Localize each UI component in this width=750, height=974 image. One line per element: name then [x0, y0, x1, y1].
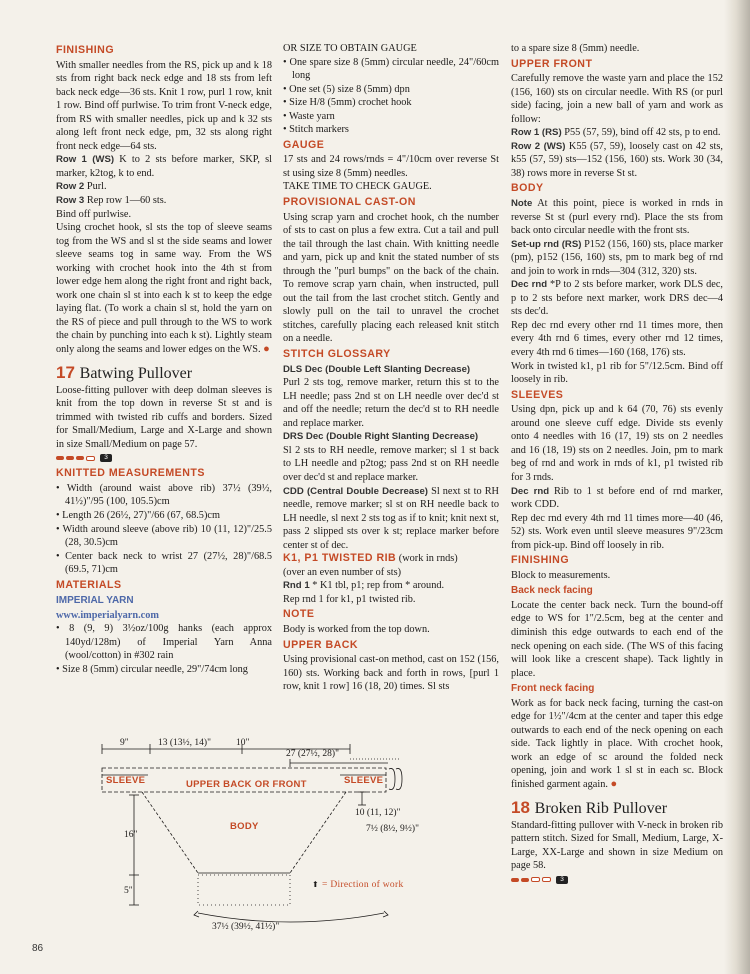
pattern-18-title: 18 Broken Rib Pullover [511, 797, 668, 817]
skill-level-indicator [56, 453, 272, 463]
dls-text: Purl 2 sts tog, remove marker, return this st to the LH needle; pass 2nd st on LH needle over dec'd st and off the needle; return the dec'd st to RH needle and replace marker. [283, 377, 499, 429]
dim-rib-height: 5" [124, 886, 133, 896]
provisional-heading: PROVISIONAL CAST-ON [283, 196, 416, 209]
finishing-text: With smaller needles from the RS, pick up and k 18 sts from right back neck edge and 18 sts from left back neck edge—36 sts. Knit 1 row, purl 1 row, knit 1 row. Bind off purlwise. To trim front V-neck edge, from RS with smaller needles, pick up and k 32 sts along left front neck edge, pm, 32 sts along right front neck edge—64 sts. [56, 59, 272, 152]
direction-legend: = Direction of work [322, 880, 404, 890]
material-item: • One spare size 8 (5mm) circular needle, 24"/60cm long [283, 56, 499, 82]
schematic-diagram [100, 735, 510, 935]
measurements-heading: KNITTED MEASUREMENTS [56, 467, 205, 480]
upper-front-text: Carefully remove the waste yarn and place the 152 (156, 160) sts on circular needle. With RS (or purl side) facing, join a new ball of yarn and work as follow: [511, 73, 723, 125]
dim-top-right: 10" [236, 738, 250, 748]
row-1-instruction: Row 1 (WS) K to 2 sts before marker, SKP, sl marker, k2tog, k to end. [56, 154, 273, 179]
skill-badge-icon: 3 [100, 454, 112, 462]
upper-piece-label: UPPER BACK OR FRONT [186, 779, 307, 790]
measurement-item: • Width (around waist above rib) 37½ (39½, 41½)"/95 (100, 105.5)cm [56, 482, 272, 508]
gauge-note: TAKE TIME TO CHECK GAUGE. [283, 181, 432, 193]
dls-label: DLS Dec (Double Left Slanting Decrease) [283, 363, 471, 375]
repeat-text: Rep rnd 1 for k1, p1 twisted rib. [283, 593, 416, 605]
column-middle [283, 42, 499, 694]
sleeves-text-2: Rep dec rnd every 4th rnd 11 times more—40 (46, 52) sts. Work even until sleeve measures 9"/23cm from pick-up. Bind off loosely in rib. [511, 512, 723, 551]
body-heading: BODY [511, 182, 544, 195]
decrease-round: Dec rnd *P to 2 sts before marker, work DLS dec, p to 2 sts before next marker, work DRS dec—4 sts dec'd. [511, 279, 723, 318]
row-2-instruction: Row 2 Purl. [56, 181, 107, 193]
page-number: 86 [32, 943, 44, 954]
measurement-item: • Center back neck to wrist 27 (27½, 28)"/68.5 (69.5, 71)cm [56, 550, 272, 576]
cdd-text: CDD (Central Double Decrease) Sl next st to RH needle, remove marker; sl st on RH needle back to LH needle, sl next 2 sts tog as if to knit; knit next st, pass 2 slipped sts over k st; replace marker before center st of dec. [283, 485, 499, 551]
front-neck-facing-heading: Front neck facing [511, 683, 595, 695]
pattern-18-intro: Standard-fitting pullover with V-neck in broken rib pattern stitch. Sized for Small, Medium, Large, X-Large, XX-Large and shown in size Medium on page 58. [511, 819, 723, 872]
body-label: BODY [230, 821, 259, 832]
bind-off-text: Bind off purlwise. [56, 208, 132, 220]
dim-body-height: 16" [124, 830, 138, 840]
sleeve-decrease-round: Dec rnd Rib to 1 st before end of rnd marker, work CDD. [511, 485, 723, 511]
upper-back-text: Using provisional cast-on method, cast on 152 (156, 160) sts. Working back and forth in rows, [purl 1 row, knit 1 row] 16 (18, 20) times. Sl sts [283, 654, 499, 693]
material-item: • One set (5) size 8 (5mm) dpn [283, 83, 410, 95]
end-of-pattern-mark: ● [610, 777, 618, 790]
material-item: • Stitch markers [283, 124, 349, 136]
measurement-item: • Width around sleeve (above rib) 10 (11, 12)"/25.5 (28, 30.5)cm [56, 523, 272, 549]
setup-round: Set-up rnd (RS) P152 (156, 160) sts, place marker (pm), p152 (156, 160) sts, pm to mark beg of rnd and join to work in rnds—304 (312, 320) sts. [511, 238, 723, 277]
body-note: Note At this point, piece is worked in rnds in reverse St st (purl every rnd). Place the sts from back onto circular needle with the front sts. [511, 198, 723, 237]
yarn-company: IMPERIAL YARN [56, 595, 134, 607]
body-text: Rep dec rnd every other rnd 11 times more, then every 4th rnd 6 times, every other rnd 12 times, every 4th rnd 6 times—160 (168, 176) sts. [511, 319, 723, 359]
page-gutter-shadow [724, 0, 750, 974]
back-neck-facing-heading: Back neck facing [511, 585, 593, 597]
row-3-instruction: Row 3 Rep row 1—60 sts. [56, 195, 167, 207]
gauge-text: 17 sts and 24 rows/rnds = 4"/10cm over reverse St st using size 8 (5mm) needles. [283, 154, 499, 179]
finishing-heading: FINISHING [56, 44, 115, 56]
upper-front-row-1: Row 1 (RS) P55 (57, 59), bind off 42 sts, p to end. [511, 127, 721, 139]
direction-arrow-icon: ⬆ [312, 880, 319, 889]
provisional-text: Using scrap yarn and crochet hook, ch the number of sts to cast on plus a few extra. Cut a tail and pull the tail through the last chain. With knitting needle and yarn, pick up and knit the stated number of sts through the "purl bumps" on the back of the chain. To remove scrap yarn chain, when instructed, pull out the tail from the last crochet stitch. Gently and slowly pull on the tail to unravel the crochet stitches, carefully placing each released knit stitch on a needle. [283, 211, 499, 345]
twisted-rib-text: (over an even number of sts) [283, 566, 402, 578]
pattern-17-intro: Loose-fitting pullover with deep dolman sleeves is knit from the top down in reverse St st and is trimmed with twisted rib cuffs and borders. Sized for Small/Medium, Large and X-Large and shown in size Small/Medium on page 57. [56, 384, 272, 450]
sleeves-text: Using dpn, pick up and k 64 (70, 76) sts evenly around one sleeve cuff edge. Divide sts evenly onto 4 needles with 16 (17, 19) sts on 2 needles and 16 (18, 19) sts on 2 needles. Join, pm to mark beg of rnd and work in rnds of k1, p1 twisted rib for 3 rnds. [511, 404, 723, 483]
rnd-1-instruction: Rnd 1 * K1 tbl, p1; rep from * around. [283, 580, 445, 592]
drs-text: Sl 2 sts to RH needle, remove marker; sl 1 st back to LH needle and p2tog; pass 2nd st on RH needle over dec'd st and replace marker. [283, 444, 499, 483]
dim-top-left: 9" [120, 738, 129, 748]
note-text: Body is worked from the top down. [283, 623, 430, 635]
upper-back-heading: UPPER BACK [283, 638, 359, 651]
column-left [56, 42, 272, 677]
end-of-pattern-mark: ● [263, 343, 270, 356]
finishing-heading-2: FINISHING [511, 554, 570, 567]
sleeve-label-right: SLEEVE [344, 775, 384, 786]
upper-front-row-2: Row 2 (WS) K55 (57, 59), loosely cast on 42 sts, k55 (57, 59) sts—152 (156, 160) sts. Work 30 (34, 38) rows more in reverse St st. [511, 140, 723, 179]
sleeve-label-left: SLEEVE [106, 775, 146, 786]
column-right [511, 42, 723, 889]
finishing-text-2: Using crochet hook, sl sts the top of sleeve seams tog from the WS and sl st the side seams and lower sleeve seams tog in same way. From the WS working with crochet hook into the 4th st from lower edge hem along the right front and right back, work one chain sl st into each k st to keep the edge laying flat. (To work a chain sl st, hold the yarn on the RS of piece and pull through to the WS to work the chain by punching into each k st). Lightly steam only along the seams and lower edges on the WS. ● [56, 222, 272, 356]
dim-neck-width: 13 (13½, 14)" [158, 738, 211, 748]
front-neck-facing-text: Work as for back neck facing, turning the cast-on edge for 1½"/4cm at the center and taper this edge outwards to each end of the neck opening on each side. Tack lightly in place. With crochet hook, work an edge of sc around the folded neck opening, join and work 1 sl st in each sc. Block finished garment again. ● [511, 697, 723, 790]
skill-badge-icon: 3 [556, 876, 568, 884]
drs-label: DRS Dec (Double Right Slanting Decrease) [283, 431, 479, 443]
dim-body-drop: 7½ (8½, 9½)" [366, 824, 419, 834]
material-item: • Waste yarn [283, 110, 335, 122]
sleeves-heading: SLEEVES [511, 388, 564, 401]
finishing-text-3: Block to measurements. [511, 569, 611, 581]
dim-wingspan: 27 (27½, 28)" [286, 749, 339, 759]
skill-level-indicator [511, 875, 723, 885]
gauge-heading: GAUGE [283, 138, 325, 151]
gauge-continuation: OR SIZE TO OBTAIN GAUGE [283, 43, 417, 54]
upper-back-continuation: to a spare size 8 (5mm) needle. [511, 43, 640, 54]
yarn-url-link[interactable]: www.imperialyarn.com [56, 609, 159, 621]
materials-heading: MATERIALS [56, 578, 122, 591]
dim-sleeve-width: 10 (11, 12)" [355, 808, 401, 818]
body-text-2: Work in twisted k1, p1 rib for 5"/12.5cm. Bind off loosely in rib. [511, 360, 723, 386]
dim-bottom-width: 37½ (39½, 41½)" [212, 922, 280, 932]
upper-front-heading: UPPER FRONT [511, 57, 593, 70]
measurement-item: • Length 26 (26½, 27)"/66 (67, 68.5)cm [56, 509, 220, 521]
material-item: • 8 (9, 9) 3½oz/100g hanks (each approx 140yd/128m) of Imperial Yarn Anna (wool/cotton) in #302 rain [56, 623, 272, 662]
note-heading: NOTE [283, 608, 315, 621]
glossary-heading: STITCH GLOSSARY [283, 348, 391, 361]
material-item: • Size H/8 (5mm) crochet hook [283, 97, 412, 109]
material-item: • Size 8 (5mm) circular needle, 29"/74cm long [56, 663, 248, 675]
pattern-17-title: 17 Batwing Pullover [56, 362, 193, 382]
back-neck-facing-text: Locate the center back neck. Turn the bound-off edge to WS for 1"/2.5cm, beg at the center and diminish this edge outwards to each end of the neck opening on each side. (The WS of this facing will look like a crescent shape). Tack lightly in place. [511, 599, 723, 679]
twisted-rib-heading: K1, P1 TWISTED RIB (work in rnds) [283, 552, 458, 565]
